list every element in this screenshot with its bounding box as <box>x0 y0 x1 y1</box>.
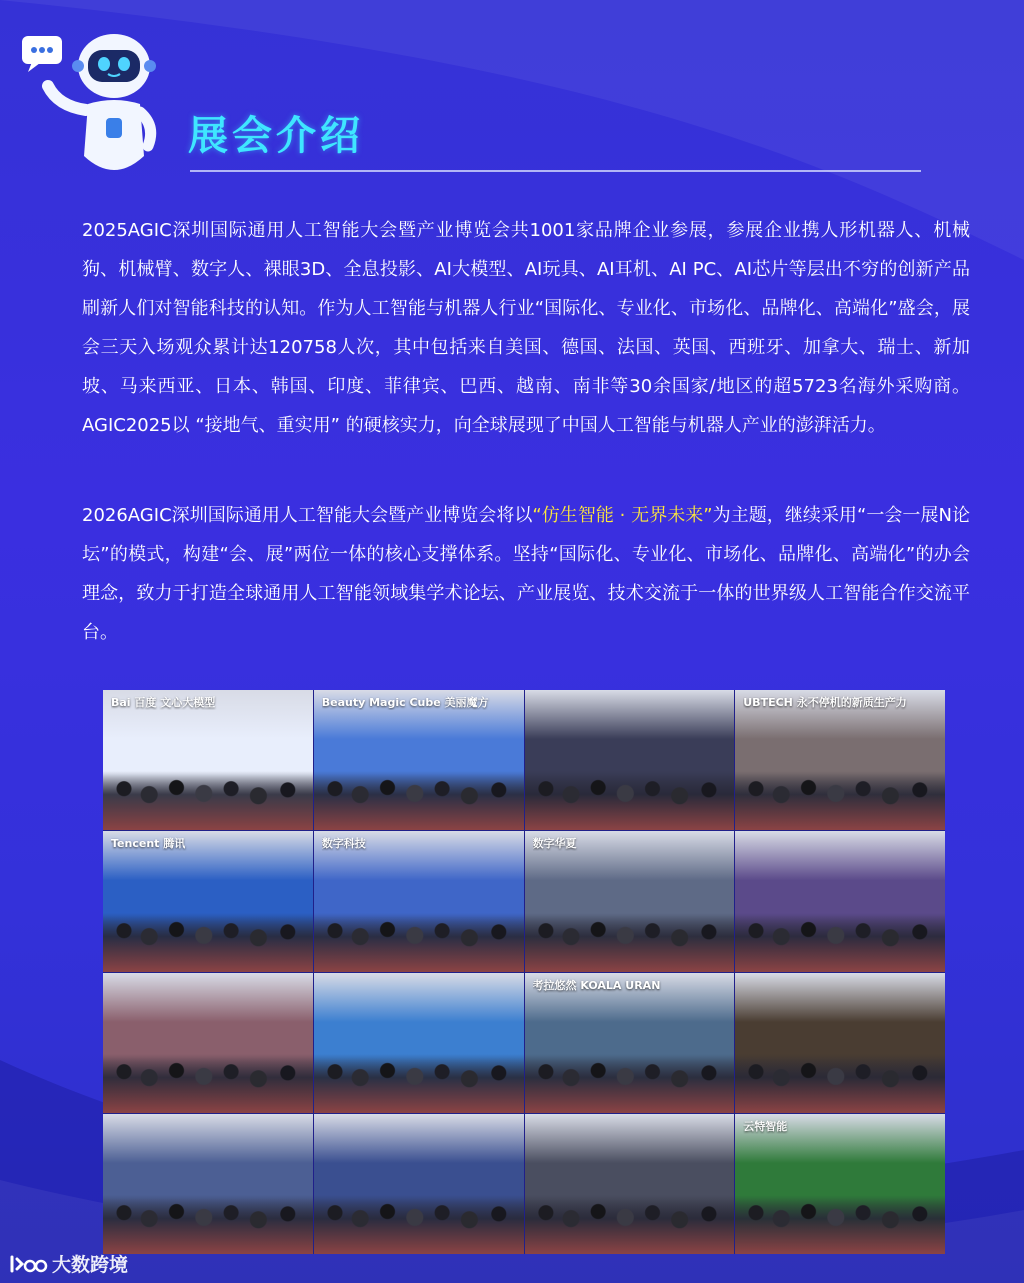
visitor-crowd <box>314 913 524 972</box>
exhibition-photo <box>525 690 735 830</box>
exhibition-photo <box>735 831 945 971</box>
visitor-crowd <box>525 913 735 972</box>
exhibition-photo <box>314 1114 524 1254</box>
booth-sign: 数字科技 <box>321 837 366 851</box>
watermark <box>8 1250 128 1277</box>
booth-sign: UBTECH 永不停机的新质生产力 <box>743 696 907 709</box>
exhibition-photo <box>103 973 313 1113</box>
visitor-crowd <box>103 771 313 830</box>
exhibition-photo <box>314 973 524 1113</box>
paragraph-2-lead: 2026AGIC深圳国际通用人工智能大会暨产业博览会将以 <box>82 505 533 526</box>
exhibition-photo <box>525 973 735 1113</box>
booth-sign: Bai 百度 文心大模型 <box>111 696 216 709</box>
exhibition-photo <box>103 690 313 830</box>
theme-highlight: “仿生智能 · 无界未来” <box>532 505 713 526</box>
robot-mascot-icon <box>18 26 163 186</box>
booth-sign: 数字华夏 <box>532 837 577 851</box>
visitor-crowd <box>103 913 313 972</box>
visitor-crowd <box>103 1195 313 1254</box>
booth-sign: 云特智能 <box>743 1119 788 1133</box>
exhibition-photo <box>314 831 524 971</box>
visitor-crowd <box>314 771 524 830</box>
exhibition-photo-gallery <box>103 690 945 1254</box>
booth-sign: Beauty Magic Cube 美丽魔方 <box>321 696 489 709</box>
exhibition-photo <box>735 973 945 1113</box>
visitor-crowd <box>735 1054 945 1113</box>
exhibition-photo <box>314 690 524 830</box>
paragraph-2-rest: 为主题，继续采用“一会一展N论坛”的模式，构建“会、展”两位一体的核心支撑体系。坚持“国际化、专业化、市场化、品牌化、高端化”的办会理念，致力于打造全球通用人工智能领域集学术论坛、产业展览、技术交流于一体的世界级人工智能合作交流平台。 <box>82 505 970 643</box>
intro-paragraph-2 <box>82 496 970 652</box>
exhibition-photo <box>735 690 945 830</box>
visitor-crowd <box>525 1054 735 1113</box>
visitor-crowd <box>735 771 945 830</box>
visitor-crowd <box>525 1195 735 1254</box>
visitor-crowd <box>735 913 945 972</box>
brand-logo-icon <box>8 1253 48 1275</box>
exhibition-photo <box>103 831 313 971</box>
watermark-text: 大数跨境 <box>52 1254 129 1276</box>
visitor-crowd <box>314 1054 524 1113</box>
booth-sign: Tencent 腾讯 <box>111 837 186 851</box>
booth-sign: 考拉悠然 KOALA URAN <box>532 978 661 992</box>
section-title: 展会介绍 <box>188 113 364 159</box>
visitor-crowd <box>525 771 735 830</box>
exhibition-photo <box>525 831 735 971</box>
exhibition-photo <box>735 1114 945 1254</box>
visitor-crowd <box>735 1195 945 1254</box>
visitor-crowd <box>103 1054 313 1113</box>
visitor-crowd <box>314 1195 524 1254</box>
title-divider <box>190 170 921 172</box>
intro-paragraph-1: 2025AGIC深圳国际通用人工智能大会暨产业博览会共1001家品牌企业参展，参展企业携人形机器人、机械狗、机械臂、数字人、裸眼3D、全息投影、AI大模型、AI玩具、AI耳机、AI PC、AI芯片等层出不穷的创新产品刷新人们对智能科技的认知。作为人工智能与机器人行业“国际化、专业化、市场化、品牌化、高端化”盛会，展会三天入场观众累计达120758人次，其中包括来自美国、德国、法国、英国、西班牙、加拿大、瑞士、新加坡、马来西亚、日本、韩国、印度、菲律宾、巴西、越南、南非等30余国家/地区的超5723名海外采购商。AGIC2025以 “接地气、重实用” 的硬核实力，向全球展现了中国人工智能与机器人产业的澎湃活力。 <box>82 220 970 436</box>
exhibition-photo <box>103 1114 313 1254</box>
exhibition-photo <box>525 1114 735 1254</box>
